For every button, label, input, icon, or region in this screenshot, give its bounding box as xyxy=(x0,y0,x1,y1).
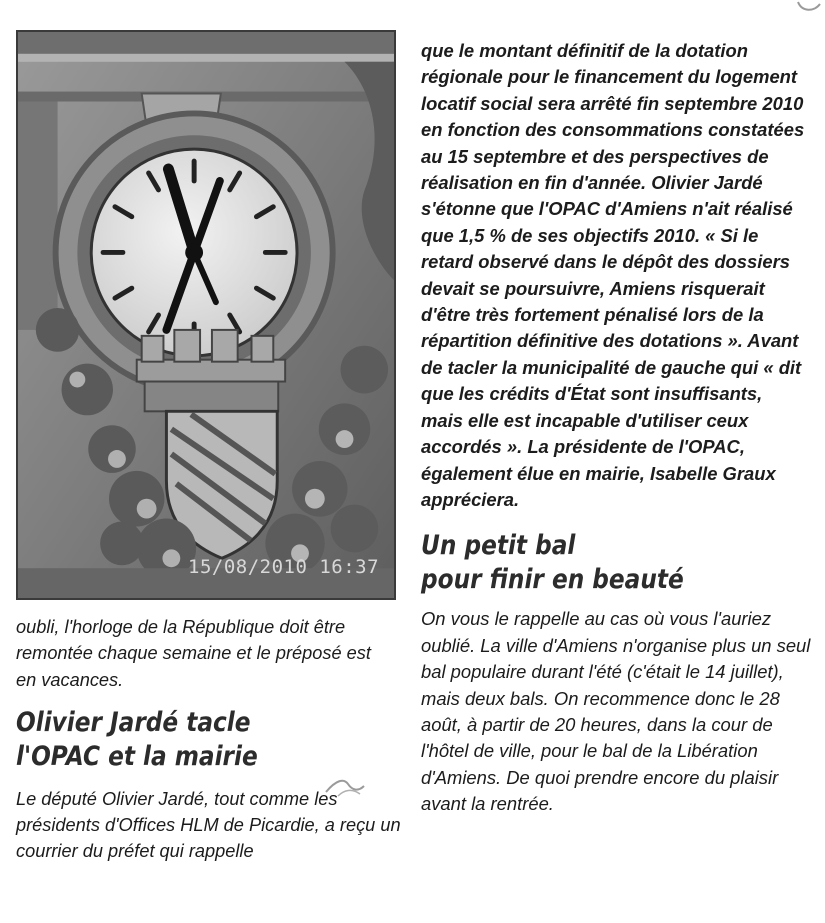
photo-caption-end: oubli, l'horloge de la République doit être remontée chaque semaine et le préposé est en vacances. xyxy=(16,617,371,690)
clock-facade-photo xyxy=(16,30,396,600)
headline-bal-line-1: Un petit bal xyxy=(421,530,576,562)
jarde-intro: Le député Olivier Jardé, tout comme les présidents d'Offices HLM de Picardie, a reçu un courrier du préfet qui rappelle xyxy=(16,788,401,862)
bal-story: On vous le rappelle au cas où vous l'auriez oublié. La ville d'Amiens n'organise plus un seul bal populaire durant l'été (c'était le 14 juillet), mais deux bals. On recommence donc le 28 août, à partir de 20 heures, dans la cour de l'hôtel de ville, pour le bal de la Libération d'Amiens. De quoi prendre encore du plaisir avant la rentrée. xyxy=(421,608,811,815)
left-column xyxy=(16,30,401,865)
jarde-continuation: que le montant définitif de la dotation régionale pour le financement du logement locatif social sera arrêté fin septembre 2010 en fonction des consommations constatées au 15 septembre et des perspectives de réalisation en fin d'année. Olivier Jardé s'étonne que l'OPAC d'Amiens n'ait réalisé que 1,5 % de ses objectifs 2010. « Si le retard observé dans le dépôt des dossiers devait se poursuivre, Amiens risquerait d'être très fortement pénalisé lors de la répartition définitive des dotations ». Avant de tacler la municipalité de gauche qui « dit que les crédits d'État sont insuffisants, mais elle est incapable d'utiliser ceux accordés ». La présidente de l'OPAC, également élue en mairie, Isabelle Graux appréciera. xyxy=(421,40,805,510)
right-column xyxy=(421,38,825,818)
headline-jarde xyxy=(16,706,401,774)
headline-bal xyxy=(421,529,825,597)
clock-photo-icon xyxy=(18,32,394,598)
corner-mark-icon xyxy=(796,0,822,14)
headline-bal-line-2: pour finir en beauté xyxy=(421,564,684,596)
pencil-scribble-icon xyxy=(322,774,368,800)
headline-jarde-line-2: l'OPAC et la mairie xyxy=(16,740,258,772)
headline-jarde-line-1: Olivier Jardé tacle xyxy=(16,706,251,738)
photo-timestamp: 15/08/2010 16:37 xyxy=(188,556,380,578)
